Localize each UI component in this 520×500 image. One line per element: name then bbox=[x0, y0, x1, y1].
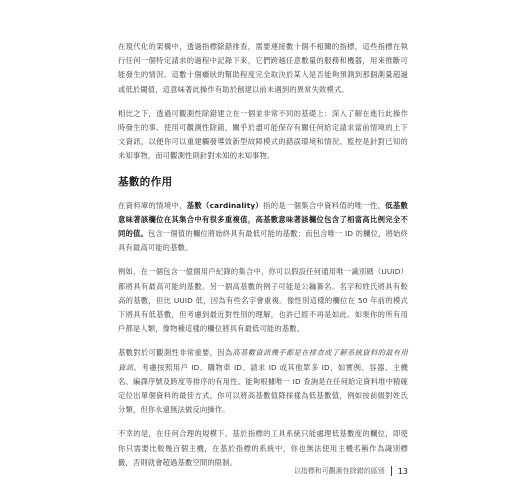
footer-divider bbox=[391, 466, 392, 476]
page-number: 13 bbox=[397, 466, 408, 476]
paragraph-metrics-limitations: 不幸的是，在任何合理的規模下，基於指標的工具系統只能處理低基數度的欄位，即使你只需要比較幾百個主機，在基於指標的系統中，你也無法使用主機名稱作為識別標籤，否則就會超過基數空間的限制。 bbox=[118, 429, 408, 467]
text-run: 指的是一個集合中資料值的唯一性， bbox=[263, 200, 386, 210]
emphasis-text: 高基數資訊幾乎都是在排查或了解系統資料的最有用資訊 bbox=[118, 348, 408, 372]
paragraph-cardinality-examples: 例如，在一個包含一億個用戶紀錄的集合中，你可以假設任何通用唯一識別碼（UUID）都將具有最高可能的基數。另一個高基數的例子可能是公鑰簽名。名字和姓氏將具有較高的基數，但比 UUID 低，因為有些名字會重複。像性別這樣的欄位在 50 年前的模式下將具有低基數，但考慮到最近對性別的理解，也許已經不再是如此。如果你的所有用戶都是人類，像物種這樣的欄位將具有最低可能的基數。 bbox=[118, 267, 408, 334]
section-heading: 基數的作用 bbox=[118, 175, 173, 188]
paragraph-observability-debugging: 相比之下，透過可觀測性除錯建立在一個並非常不同的基礎上：深入了解在進行此操作時發生的事。使用可觀測性除錯，關乎於盡可能保存有關任何給定請求當前情境的上下文資訊，以便你可以重建觸發導致新型故障模式的錯誤環境和情況。監控是針對已知的未知事物，而可觀測性則針對未知的未知事物。 bbox=[118, 108, 408, 161]
paragraph-cardinality-importance bbox=[118, 346, 408, 417]
bold-definition: 低基數意味著該欄位在其集合中有很多重複值，高基數意味著該欄位包含了相當高比例完全不同的值。 bbox=[118, 200, 408, 239]
text-run: 包含一個值的欄位將始終具有最低可能的基數；而包含唯一 ID 的欄位，將始終具有最高可能的基數。 bbox=[118, 229, 408, 253]
term-cardinality: 基數（cardinality） bbox=[186, 200, 264, 210]
page-footer bbox=[294, 466, 408, 476]
text-run: 。考慮按照用戶 ID、購物車 ID、請求 ID 或其他眾多 ID，如實例、容器、主機名、編譯序號及跨度等排序的有用性。能夠根據唯一 ID 查詢是在任何給定資料堆中精確定位出單個資料的最佳方式，你可以將高基數值降採樣為低基數值，例如按前綴對姓氏分類，但你永遠無法做反向操作。 bbox=[118, 362, 408, 415]
text-run: 在資料庫的情境中， bbox=[118, 200, 187, 210]
page-content bbox=[118, 40, 408, 480]
text-run: 基數對於可觀測性非常重要，因為 bbox=[118, 348, 233, 358]
paragraph-cardinality-definition bbox=[118, 199, 408, 256]
paragraph-metrics-debugging: 在現代化的架構中，透過指標除錯排查，需要連接數十個不相關的指標，這些指標在執行任何一個特定請求的過程中記錄下來，它們跨越任意數量的服務和機器，用來推斷可能發生的情況。這數十個癥狀的幫助程度完全取決於某人是否能夠預測到那個測量超過或低於閾值，這意味著此操作有助於創建以前未遇到的異常失敗模式。 bbox=[118, 42, 408, 94]
running-chapter-title: 以指標和可觀測性除錯的區別 bbox=[293, 467, 385, 475]
